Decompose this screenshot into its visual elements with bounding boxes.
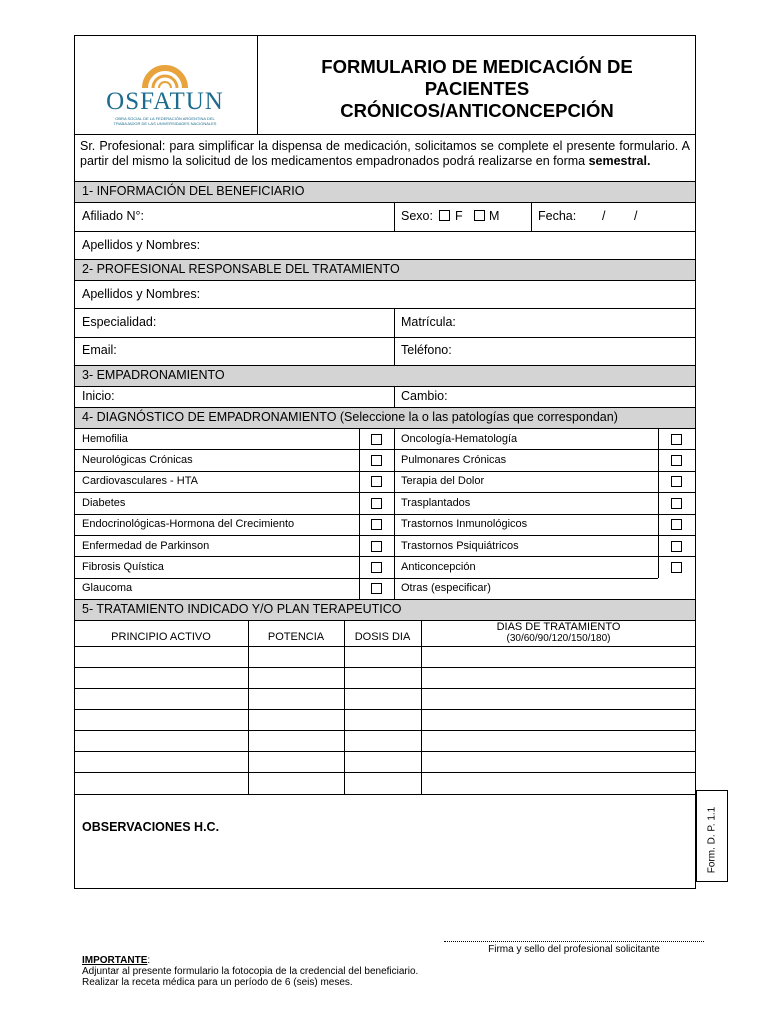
diagnostico-right-label: Otras (especificar) xyxy=(401,582,491,595)
header-bottom-line xyxy=(74,134,696,135)
line xyxy=(74,772,696,773)
line xyxy=(394,386,395,407)
diagnostico-right-label: Trasplantados xyxy=(401,496,471,509)
diagnostico-left-label: Glaucoma xyxy=(82,582,133,595)
sexo-m-label: M xyxy=(489,209,500,223)
diagnostico-right-label: Anticoncepción xyxy=(401,560,476,573)
line xyxy=(74,202,696,203)
diagnostico-right-checkbox[interactable] xyxy=(671,562,682,573)
diagnostico-left-label: Hemofilia xyxy=(82,432,128,445)
form-title-line-2: PACIENTES xyxy=(424,78,530,99)
line xyxy=(394,202,395,231)
line xyxy=(74,730,696,731)
diagnostico-left-label: Neurológicas Crónicas xyxy=(82,453,193,466)
line xyxy=(74,428,696,429)
line xyxy=(74,259,696,260)
diagnostico-left-checkbox[interactable] xyxy=(371,562,382,573)
line xyxy=(74,709,696,710)
email-label: Email: xyxy=(82,343,117,357)
line xyxy=(74,280,696,281)
sun-arc-icon xyxy=(90,50,240,92)
diagnostico-right-label: Trastornos Psiquiátricos xyxy=(401,539,519,552)
diagnostico-left-checkbox[interactable] xyxy=(371,434,382,445)
diagnostico-row-line xyxy=(74,449,696,450)
diagnostico-right-label: Oncología-Hematología xyxy=(401,432,518,445)
line xyxy=(74,181,696,182)
line xyxy=(74,337,696,338)
diagnostico-left-checkbox[interactable] xyxy=(371,498,382,509)
cambio-label: Cambio: xyxy=(401,389,448,403)
diagnostico-left-checkbox[interactable] xyxy=(371,541,382,552)
section2-title: 2- PROFESIONAL RESPONSABLE DEL TRATAMIENTO xyxy=(82,262,400,276)
especialidad-label: Especialidad: xyxy=(82,315,157,329)
diagnostico-row-line xyxy=(74,514,696,515)
line xyxy=(74,386,696,387)
form-title-line-1: FORMULARIO DE MEDICACIÓN DE xyxy=(321,56,633,77)
diagnostico-row-line xyxy=(74,492,696,493)
sexo-f-checkbox[interactable] xyxy=(439,210,450,221)
diagnostico-left-label: Enfermedad de Parkinson xyxy=(82,539,210,552)
diagnostico-left-label: Cardiovasculares - HTA xyxy=(82,475,198,488)
diagnostico-left-checkbox[interactable] xyxy=(371,583,382,594)
diagnostico-left-checkbox[interactable] xyxy=(371,519,382,530)
diagnostico-right-label: Trastornos Inmunológicos xyxy=(401,518,528,531)
col-dosis-dia: DOSIS DIA xyxy=(354,631,411,643)
intro-body: Sr. Profesional: para simplificar la dispensa de medicación, solicitamos se complete el presente formulario. A partir del mismo la solicitud de los medicamentos empadronados podrá realizarse en forma xyxy=(80,139,690,168)
firma-label: Firma y sello del profesional solicitante xyxy=(488,944,660,955)
diagnostico-right-checkbox[interactable] xyxy=(671,476,682,487)
importante-note xyxy=(82,955,150,966)
diagnostico-row-line xyxy=(74,535,696,536)
line xyxy=(74,308,696,309)
diagnostico-left-checkbox[interactable] xyxy=(371,455,382,466)
osfatun-logo xyxy=(90,50,240,130)
importante-line-2: Realizar la receta médica para un período de 6 (seis) meses. xyxy=(82,977,353,988)
importante-line-1: Adjuntar al presente formulario la fotocopia de la credencial del beneficiario. xyxy=(82,966,419,977)
line xyxy=(74,231,696,232)
observaciones-label: OBSERVACIONES H.C. xyxy=(82,820,220,834)
diagnostico-right-checkbox[interactable] xyxy=(671,434,682,445)
importante-title: IMPORTANTE xyxy=(82,955,148,966)
section5-title: 5- TRATAMIENTO INDICADO Y/O PLAN TERAPEUTICO xyxy=(82,602,402,616)
beneficiario-nombre-label: Apellidos y Nombres: xyxy=(82,238,201,252)
diagnostico-row-line xyxy=(74,471,696,472)
diagnostico-left-checkbox[interactable] xyxy=(371,476,382,487)
section3-title: 3- EMPADRONAMIENTO xyxy=(82,368,225,382)
diagnostico-left-label: Endocrinológicas-Hormona del Crecimiento xyxy=(82,518,295,531)
importante-colon: : xyxy=(147,955,151,966)
col-principio-activo: PRINCIPIO ACTIVO xyxy=(111,631,211,643)
fecha-slash-1: / xyxy=(602,209,606,223)
section1-title: 1- INFORMACIÓN DEL BENEFICIARIO xyxy=(82,184,305,198)
telefono-label: Teléfono: xyxy=(401,343,452,357)
sexo-f-label: F xyxy=(455,209,463,223)
line xyxy=(74,751,696,752)
logo-name: OSFATUN xyxy=(106,88,224,115)
logo-subtitle-2: TRABAJADOR DE LAS UNIVERSIDADES NACIONALES xyxy=(113,121,217,126)
col-dias-sub: (30/60/90/120/150/180) xyxy=(506,633,611,644)
col-potencia: POTENCIA xyxy=(267,631,325,643)
line xyxy=(74,407,696,408)
diagnostico-right-checkbox[interactable] xyxy=(671,541,682,552)
diagnostico-row-line xyxy=(74,556,696,557)
inicio-label: Inicio: xyxy=(82,389,115,403)
intro-text xyxy=(80,139,690,169)
matricula-label: Matrícula: xyxy=(401,315,456,329)
line xyxy=(74,646,696,647)
line xyxy=(74,794,696,795)
fecha-label: Fecha: xyxy=(538,209,577,223)
line xyxy=(74,667,696,668)
signature-line xyxy=(444,941,704,942)
profesional-nombre-label: Apellidos y Nombres: xyxy=(82,287,201,301)
line xyxy=(74,688,696,689)
fecha-slash-2: / xyxy=(634,209,638,223)
diagnostico-left-label: Diabetes xyxy=(82,496,126,509)
intro-bold: semestral. xyxy=(588,154,651,168)
diagnostico-left-label: Fibrosis Quística xyxy=(82,560,164,573)
line xyxy=(74,365,696,366)
line xyxy=(531,202,532,231)
form-title-line-3: CRÓNICOS/ANTICONCEPCIÓN xyxy=(340,100,614,121)
sexo-label: Sexo: xyxy=(401,209,433,223)
diagnostico-right-label: Terapia del Dolor xyxy=(401,475,485,488)
section4-title: 4- DIAGNÓSTICO DE EMPADRONAMIENTO (Seleccione la o las patologías que correspondan) xyxy=(82,410,618,424)
form-code: Form. D. P. 1.1 xyxy=(706,806,718,874)
sexo-m-checkbox[interactable] xyxy=(474,210,485,221)
diagnostico-right-label: Pulmonares Crónicas xyxy=(401,453,507,466)
col-dias-tratamiento: DIAS DE TRATAMIENTO xyxy=(496,621,621,633)
diagnostico-right-checkbox[interactable] xyxy=(671,498,682,509)
logo-subtitle-1: OBRA SOCIAL DE LA FEDERACIÓN ARGENTINA DEL xyxy=(115,116,215,121)
diagnostico-right-checkbox[interactable] xyxy=(671,519,682,530)
afiliado-label: Afiliado N°: xyxy=(82,209,144,223)
line xyxy=(74,599,696,600)
diagnostico-right-checkbox[interactable] xyxy=(671,455,682,466)
diagnostico-row-line xyxy=(74,578,658,579)
